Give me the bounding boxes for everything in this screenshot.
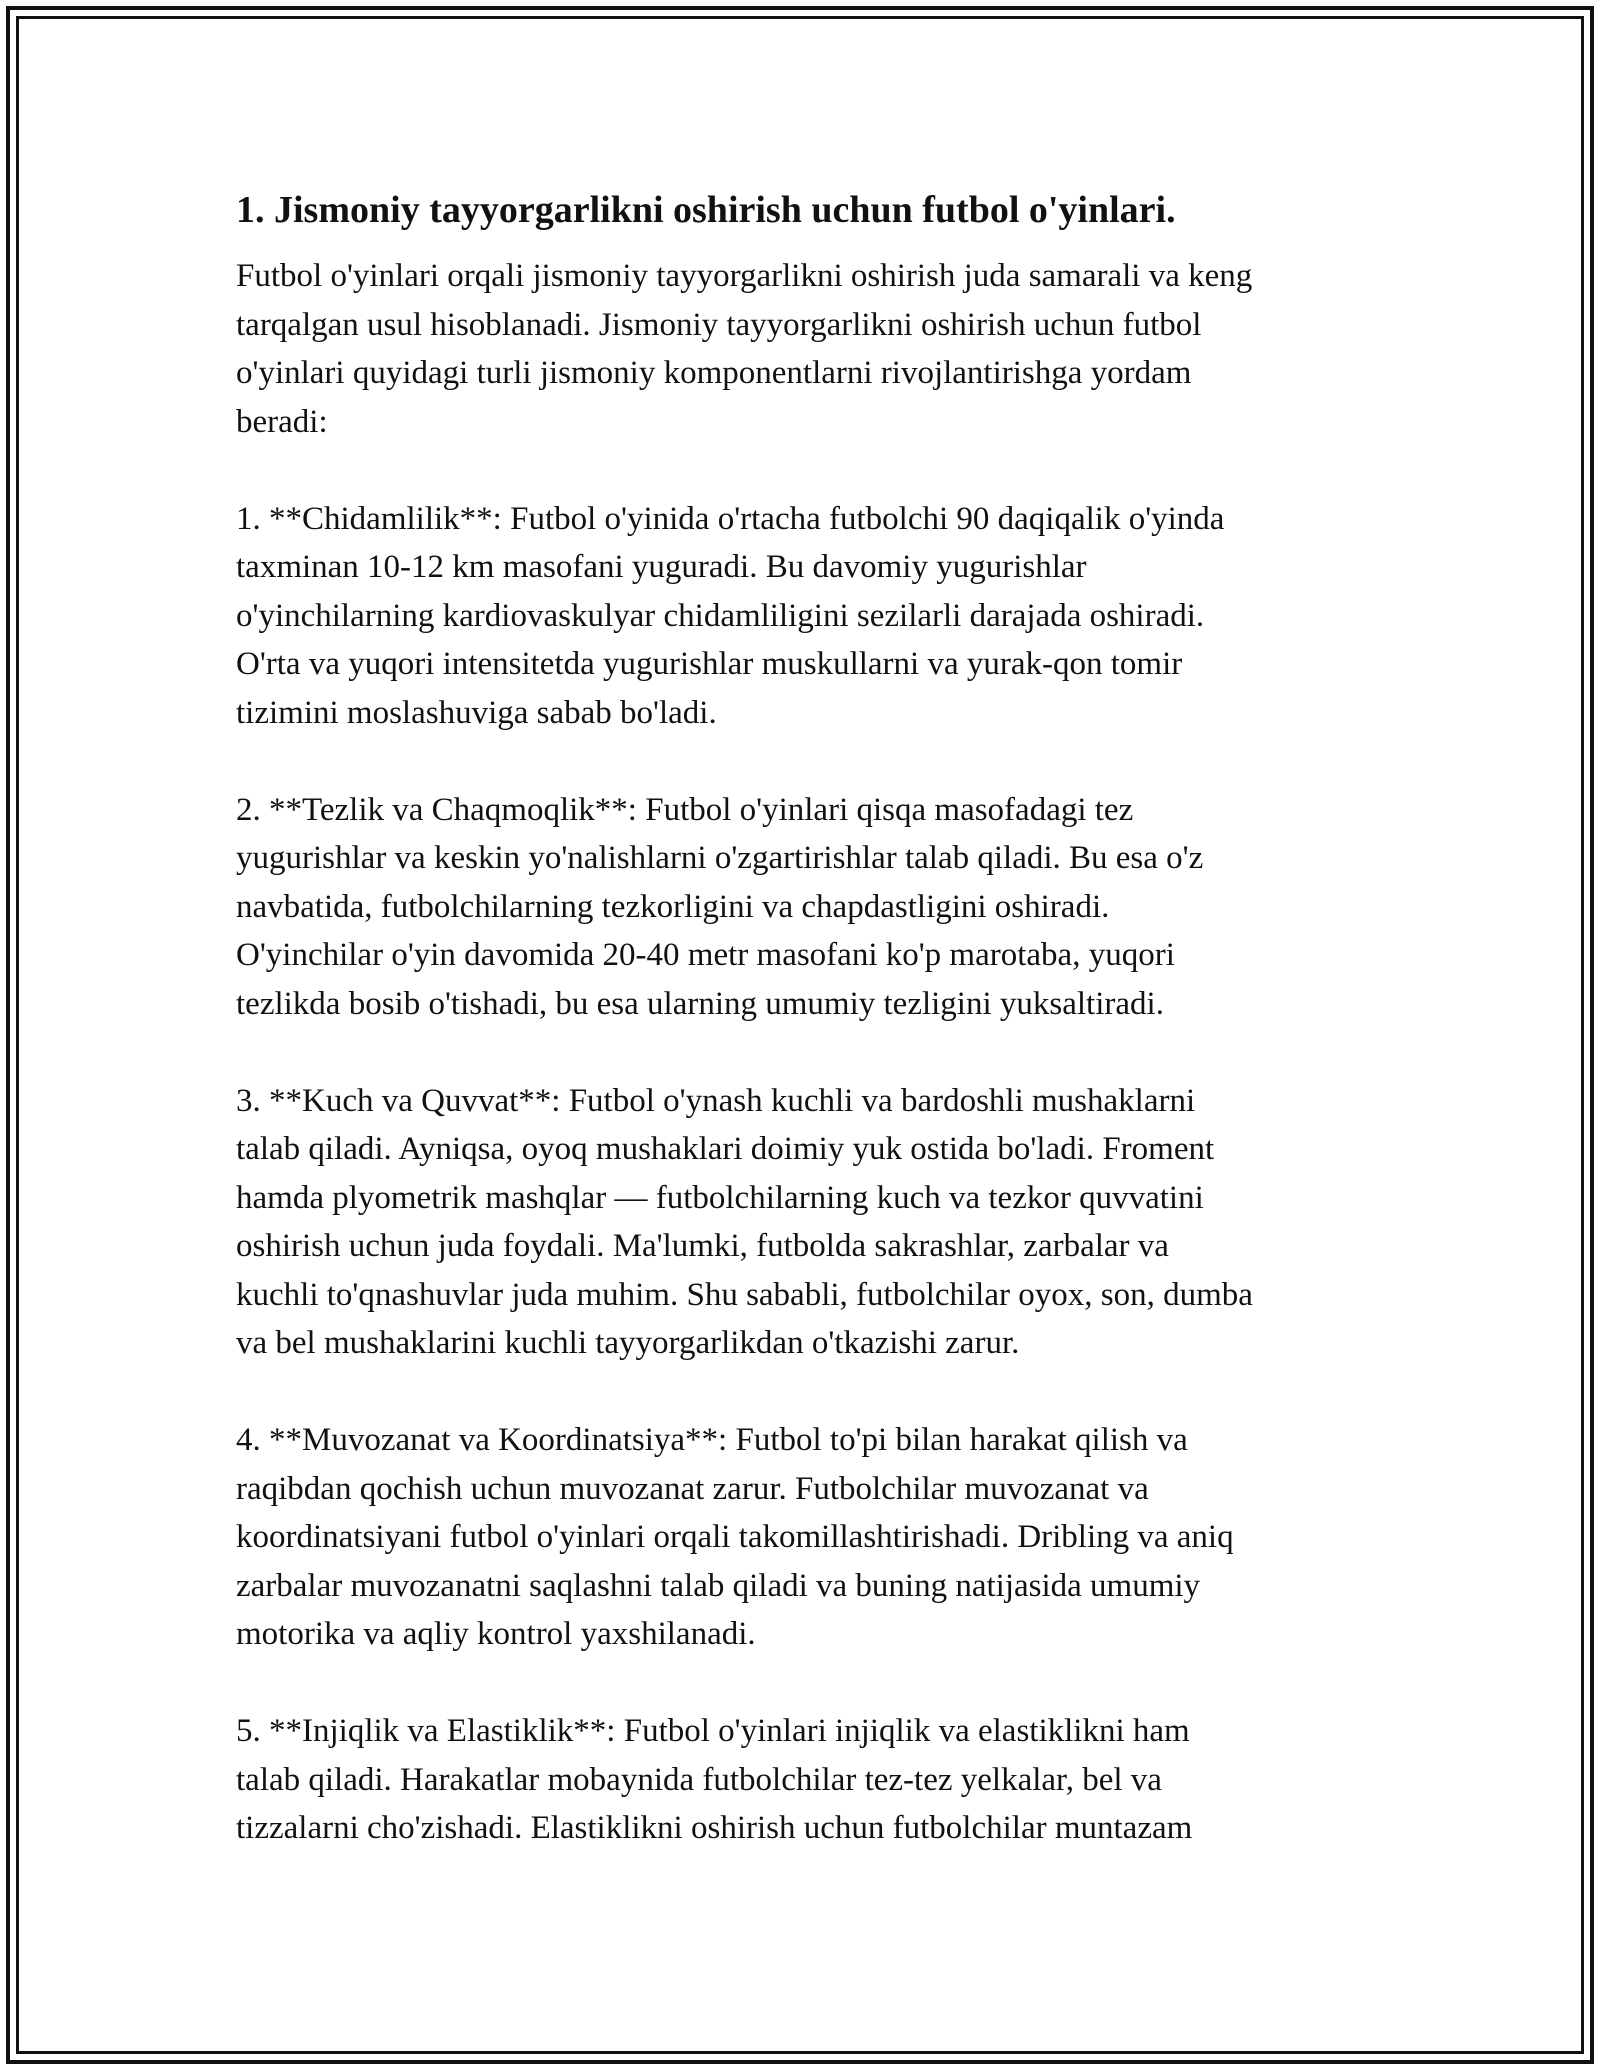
paragraph-line: 4. **Muvozanat va Koordinatsiya**: Futbol to'pi bilan harakat qilish va (236, 1422, 1188, 1458)
paragraph-gap (236, 446, 1376, 495)
section-2-paragraph (236, 786, 1376, 1029)
paragraph-gap (236, 1028, 1376, 1077)
paragraph-line: talab qiladi. Ayniqsa, oyoq mushaklari doimiy yuk ostida bo'ladi. Froment (236, 1131, 1215, 1167)
paragraph-line: o'yinchilarning kardiovaskulyar chidamliligini sezilarli darajada oshiradi. (236, 597, 1205, 634)
section-4-paragraph (236, 1416, 1376, 1659)
paragraph-line: o'yinlari quyidagi turli jismoniy komponentlarni rivojlantirishga yordam (236, 355, 1192, 391)
paragraph-line: yugurishlar va keskin yo'nalishlarni o'zgartirishlar talab qiladi. Bu esa o'z (236, 840, 1204, 876)
paragraph-line: 3. **Kuch va Quvvat**: Futbol o'ynash kuchli va bardoshli mushaklarni (236, 1082, 1196, 1119)
intro-paragraph (236, 252, 1376, 446)
paragraph-line: O'yinchilar o'yin davomida 20-40 metr masofani ko'p marotaba, yuqori (236, 937, 1175, 973)
paragraph-line: va bel mushaklarini kuchli tayyorgarlikdan o'tkazishi zarur. (236, 1325, 1020, 1361)
paragraph-line: kuchli to'qnashuvlar juda muhim. Shu sababli, futbolchilar oyox, son, dumba (236, 1276, 1253, 1313)
paragraph-line: Futbol o'yinlari orqali jismoniy tayyorgarlikni oshirish juda samarali va keng (236, 258, 1253, 294)
paragraph-line: motorika va aqliy kontrol yaxshilanadi. (236, 1616, 756, 1652)
paragraph-line: raqibdan qochish uchun muvozanat zarur. Futbolchilar muvozanat va (236, 1470, 1149, 1507)
paragraph-line: talab qiladi. Harakatlar mobaynida futbolchilar tez-tez yelkalar, bel va (236, 1761, 1162, 1798)
section-1-paragraph (236, 495, 1376, 738)
paragraph-line: O'rta va yuqori intensitetda yugurishlar muskullarni va yurak-qon tomir (236, 646, 1183, 682)
paragraph-line: navbatida, futbolchilarning tezkorligini va chapdastligini oshiradi. (236, 888, 1110, 925)
section-3-paragraph (236, 1077, 1376, 1368)
paragraph-line: 1. **Chidamlilik**: Futbol o'yinida o'rtacha futbolchi 90 daqiqalik o'yinda (236, 500, 1225, 537)
paragraph-line: beradi: (236, 403, 328, 440)
paragraph-gap (236, 1659, 1376, 1708)
document-title: 1. Jismoniy tayyorgarlikni oshirish uchun futbol o'yinlari. (236, 189, 1176, 231)
paragraph-line: tizzalarni cho'zishadi. Elastiklikni oshirish uchun futbolchilar muntazam (236, 1810, 1193, 1846)
paragraph-line: tarqalgan usul hisoblanadi. Jismoniy tayyorgarlikni oshirish uchun futbol (236, 306, 1202, 343)
paragraph-line: tezlikda bosib o'tishadi, bu esa ularning umumiy tezligini yuksaltiradi. (236, 985, 1164, 1022)
paragraph-line: hamda plyometrik mashqlar — futbolchilarning kuch va tezkor quvvatini (236, 1179, 1204, 1216)
paragraph-line: 5. **Injiqlik va Elastiklik**: Futbol o'yinlari injiqlik va elastiklikni ham (236, 1713, 1190, 1749)
section-5-paragraph (236, 1707, 1376, 1853)
paragraph-gap (236, 737, 1376, 786)
paragraph-gap (236, 1368, 1376, 1417)
document-body (236, 180, 1376, 1853)
paragraph-line: oshirish uchun juda foydali. Ma'lumki, futbolda sakrashlar, zarbalar va (236, 1228, 1169, 1264)
paragraph-line: koordinatsiyani futbol o'yinlari orqali takomillashtirishadi. Dribling va aniq (236, 1519, 1234, 1555)
paragraph-line: 2. **Tezlik va Chaqmoqlik**: Futbol o'yinlari qisqa masofadagi tez (236, 791, 1134, 828)
paragraph-line: tizimini moslashuviga sabab bo'ladi. (236, 694, 717, 731)
paragraph-line: taxminan 10-12 km masofani yuguradi. Bu davomiy yugurishlar (236, 549, 1087, 585)
paragraph-line: zarbalar muvozanatni saqlashni talab qiladi va buning natijasida umumiy (236, 1567, 1201, 1604)
